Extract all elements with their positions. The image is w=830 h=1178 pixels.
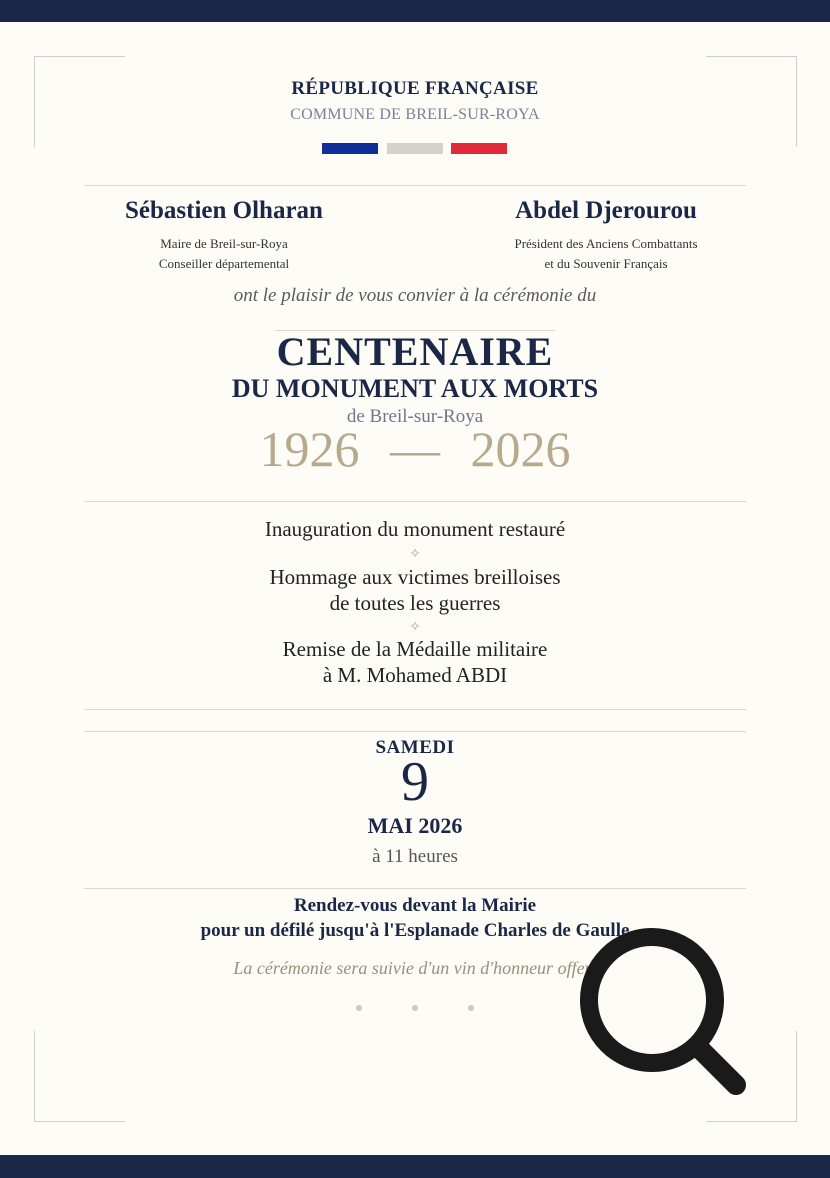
host-role-line: Conseiller départemental [158,256,290,271]
title-place: de Breil-sur-Roya [346,406,484,427]
host-role-line: Maire de Breil-sur-Roya [160,236,288,251]
decorative-dot [356,1005,362,1011]
program-line: à M. Mohamed ABDI [322,663,508,687]
date-day: 9 [401,751,429,813]
date-time: à 11 heures [372,846,458,867]
program-line: Inauguration du monument restauré [264,517,566,541]
host-role [74,234,374,274]
host-name: Sébastien Olharan [125,197,323,224]
bottom-band [0,1155,830,1178]
star-separator-icon: ✧ [409,620,421,635]
flag-stripe-red [451,143,507,154]
program-line: de toutes les guerres [329,591,501,615]
star-separator-icon: ✧ [409,547,421,562]
republic-heading: RÉPUBLIQUE FRANÇAISE [291,78,539,99]
divider [84,888,746,889]
meeting-line: Rendez-vous devant la Mairie [293,895,537,916]
host-mayor [74,196,374,274]
decorative-dot [468,1005,474,1011]
host-role-line: et du Souvenir Français [544,256,668,271]
flag-stripe-blue [322,143,378,154]
date-weekday: SAMEDI [375,737,455,758]
corner-ornament-bottom-left [34,1031,125,1122]
program-line: Remise de la Médaille militaire [282,637,548,661]
divider [84,185,746,186]
divider [84,709,746,710]
divider [84,501,746,502]
reception-note: La cérémonie sera suivie d'un vin d'honneur offert [233,958,597,978]
program-item [0,564,830,616]
host-veterans-president [456,196,756,274]
top-band [0,0,830,22]
corner-ornament-top-right [706,56,797,147]
program-item [0,516,830,542]
flag-stripe-white [387,143,443,154]
magnifier-icon[interactable] [575,925,755,1105]
host-role-line: Président des Anciens Combattants [514,236,698,251]
host-role [456,234,756,274]
divider [84,731,746,732]
program-item [0,636,830,688]
meeting-line: pour un défilé jusqu'à l'Esplanade Charles de Gaulle [200,920,630,941]
host-name: Abdel Djerourou [515,197,697,224]
corner-ornament-top-left [34,56,125,147]
invitation-text: ont le plaisir de vous convier à la cérémonie du [233,285,597,306]
date-month-year: MAI 2026 [367,813,463,838]
title-years: 1926 — 2026 [259,421,571,477]
program-line: Hommage aux victimes breilloises [269,565,561,589]
title-sub: DU MONUMENT AUX MORTS [231,374,599,403]
title-main: CENTENAIRE [276,329,554,374]
decorative-dot [412,1005,418,1011]
commune-heading: COMMUNE DE BREIL-SUR-ROYA [290,106,540,123]
